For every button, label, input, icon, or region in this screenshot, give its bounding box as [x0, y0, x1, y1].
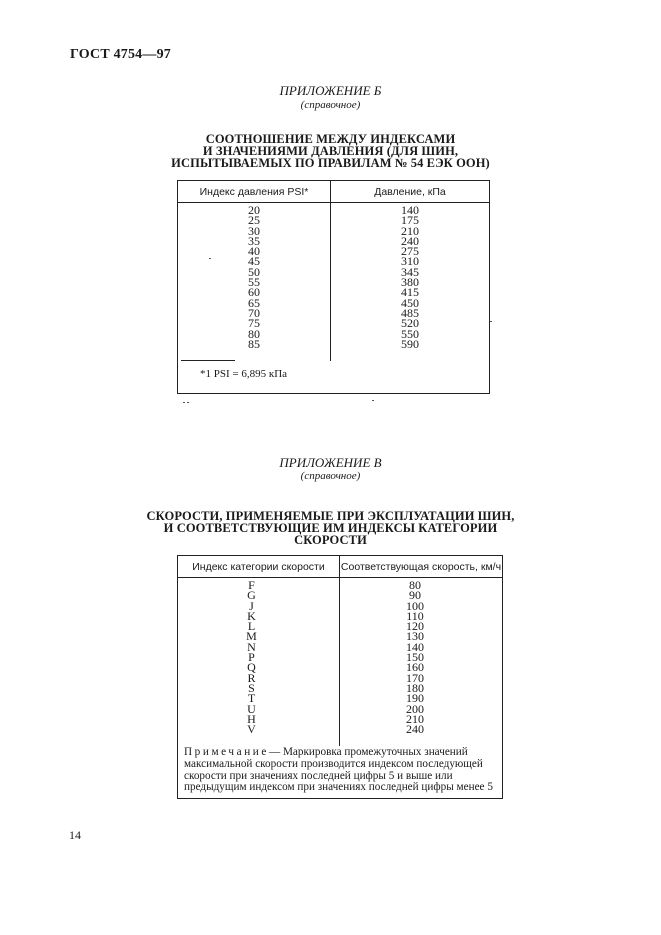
table-cell: 75: [248, 316, 260, 331]
table-cell: 240: [406, 722, 424, 737]
table-cell: J: [249, 598, 254, 613]
table-cell: K: [247, 608, 256, 623]
speed-column: [340, 578, 490, 737]
note-text: — Маркировка промежуточных значений максимальной скорости производится индексом последующей скорости при значениях последней цифры 5 и выше или предыдущим индексом при значениях последней цифры менее 5: [184, 746, 493, 794]
table-cell: 160: [406, 660, 424, 675]
table-cell: 80: [248, 326, 260, 341]
table-cell: 100: [406, 598, 424, 613]
document-code: ГОСТ 4754—97: [70, 47, 171, 62]
table-cell: Q: [247, 660, 256, 675]
table-cell: F: [248, 578, 255, 592]
appendix-b-heading: [0, 133, 661, 169]
table-cell: 85: [248, 336, 260, 351]
column-header-pressure: Давление, кПа: [374, 186, 446, 198]
note-label: Примечание: [184, 746, 269, 758]
table-cell: 275: [401, 244, 419, 259]
column-header-speed-index: Индекс категории скорости: [192, 561, 325, 573]
table-cell: 240: [401, 233, 419, 248]
table-cell: 65: [248, 295, 260, 310]
table-cell: U: [247, 701, 256, 716]
table-cell: 170: [406, 670, 424, 685]
table-cell: 130: [406, 629, 424, 644]
table-cell: 210: [406, 711, 424, 726]
table-cell: 45: [248, 254, 260, 269]
speed-index-column: [178, 578, 325, 737]
table-cell: 80: [409, 578, 421, 592]
heading-line: И СООТВЕТСТВУЮЩИЕ ИМ ИНДЕКСЫ КАТЕГОРИИ: [163, 521, 498, 535]
table-cell: 150: [406, 650, 424, 665]
table-cell: T: [247, 691, 256, 706]
table-cell: M: [246, 629, 257, 644]
page-number: 14: [69, 828, 81, 842]
table-cell: 140: [406, 639, 424, 654]
table-cell: 70: [248, 305, 260, 320]
table-cell: S: [248, 680, 255, 695]
speed-index-table: [177, 555, 503, 799]
scan-artifact: [209, 258, 211, 259]
table-cell: 190: [406, 691, 424, 706]
table-cell: 380: [401, 275, 419, 290]
table-cell: 175: [401, 213, 419, 228]
heading-line: СКОРОСТИ: [294, 533, 367, 547]
heading-line: ИСПЫТЫВАЕМЫХ ПО ПРАВИЛАМ № 54 ЕЭК ООН): [171, 156, 490, 170]
table-cell: H: [247, 711, 256, 726]
scan-artifact: [183, 402, 185, 403]
appendix-v-heading: [0, 510, 661, 546]
table-cell: 50: [248, 264, 260, 279]
scan-artifact: [187, 402, 189, 403]
table-cell: 40: [248, 244, 260, 259]
table-cell: 200: [406, 701, 424, 716]
table-cell: 90: [409, 588, 421, 603]
table-cell: 110: [406, 608, 424, 623]
psi-column: [178, 205, 330, 349]
table-cell: 60: [248, 285, 260, 300]
column-header-speed: Соответствующая скорость, км/ч: [340, 561, 502, 573]
heading-line: СООТНОШЕНИЕ МЕЖДУ ИНДЕКСАМИ: [205, 132, 456, 146]
table-cell: P: [248, 650, 255, 665]
appendix-v-subtitle: (справочное): [300, 470, 361, 482]
table-note: [184, 747, 500, 794]
table-cell: 30: [248, 223, 260, 238]
heading-line: И ЗНАЧЕНИЯМИ ДАВЛЕНИЯ (ДЛЯ ШИН,: [202, 144, 459, 158]
table-cell: 485: [401, 305, 419, 320]
table-cell: 25: [248, 213, 260, 228]
table-cell: 35: [248, 233, 260, 248]
table-cell: 140: [401, 203, 419, 217]
appendix-b-title: ПРИЛОЖЕНИЕ Б: [279, 83, 382, 98]
table-cell: 310: [401, 254, 419, 269]
table-cell: 550: [401, 326, 419, 341]
table-cell: L: [247, 619, 256, 634]
table-cell: 180: [406, 680, 424, 695]
table-cell: G: [247, 588, 256, 603]
table-cell: V: [247, 722, 256, 737]
footnote-rule: [181, 360, 235, 361]
table-cell: 415: [401, 285, 419, 300]
heading-line: СКОРОСТИ, ПРИМЕНЯЕМЫЕ ПРИ ЭКСПЛУАТАЦИИ ШИН,: [146, 509, 515, 523]
table-cell: 345: [401, 264, 419, 279]
table-cell: 520: [401, 316, 419, 331]
scan-artifact: [490, 321, 492, 322]
pressure-index-table: [177, 180, 490, 394]
table-cell: 20: [248, 203, 260, 217]
table-cell: 120: [406, 619, 424, 634]
table-cell: 210: [401, 223, 419, 238]
column-header-psi: Индекс давления PSI*: [199, 186, 309, 198]
table-cell: 450: [401, 295, 419, 310]
table-cell: 55: [248, 275, 260, 290]
table-cell: N: [247, 639, 256, 654]
table-cell: 590: [401, 336, 419, 351]
footnote: *1 PSI = 6,895 кПа: [200, 368, 288, 380]
appendix-v-title: ПРИЛОЖЕНИЕ В: [279, 455, 382, 470]
scan-artifact: [372, 400, 374, 401]
pressure-column: [331, 205, 489, 349]
appendix-b-subtitle: (справочное): [300, 99, 361, 111]
table-cell: R: [247, 670, 256, 685]
